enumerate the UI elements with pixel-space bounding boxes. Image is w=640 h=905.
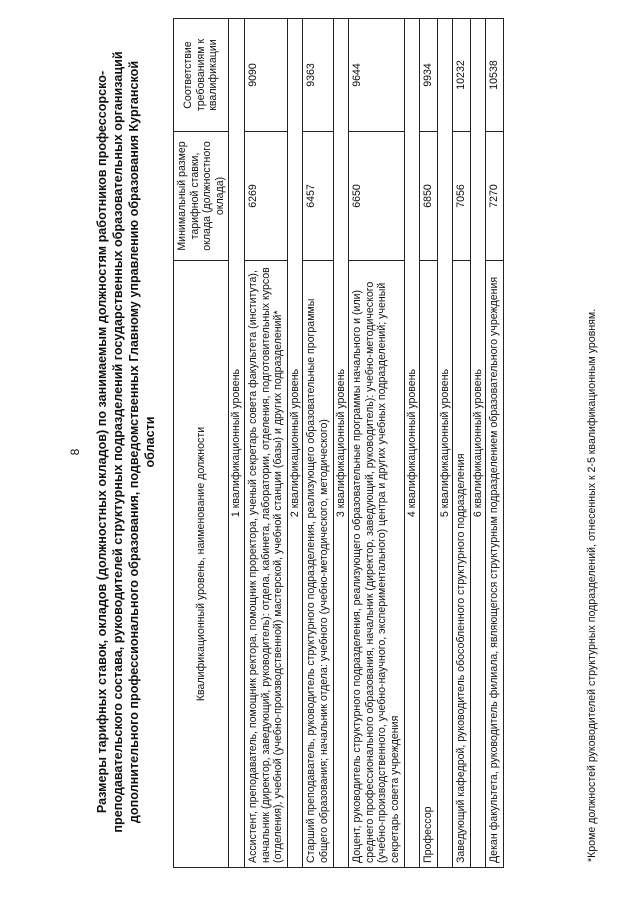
table-row	[453, 19, 471, 868]
position-cell: Профессор	[420, 261, 438, 868]
level-row-6	[470, 19, 486, 868]
table-row	[244, 19, 287, 868]
table-row	[303, 19, 333, 868]
qualification-cell: 9090	[244, 19, 287, 132]
salary-table	[173, 18, 504, 868]
min-salary-cell: 7056	[453, 132, 471, 261]
position-cell: Заведующий кафедрой, руководитель обособленного структурного подразделения	[453, 261, 471, 868]
level-row-2	[287, 19, 303, 868]
table-row	[349, 19, 404, 868]
position-cell: Ассистент, преподаватель, помощник ректора, помощник проректора, ученый секретарь совета факультета (института), начальник (директор, заведующий, руководитель): отдела, кабинета, лаборатории, отделения, подготовительных курсов (отделения), учебной (учебно-производственной) мастерской, учебной станции (базы) и других подразделений*	[244, 261, 287, 868]
position-cell: Старший преподаватель, руководитель структурного подразделения, реализующего образовательные программы общего образования; начальник отдела: учебного (учебно-методического, методического)	[303, 261, 333, 868]
rotated-content	[0, 2, 640, 902]
level-row-4	[404, 19, 420, 868]
level-label: 2 квалификационный уровень	[287, 19, 303, 868]
level-row-1	[229, 19, 245, 868]
level-label: 6 квалификационный уровень	[470, 19, 486, 868]
document-title: Размеры тарифных ставок, окладов (должностных окладов) по занимаемым должностям работников профессорско-преподавательского состава, руководителей структурных подразделений государственных образовательных организаций дополнительного профессионального образования, подведомственных Главному управлению образования Курганской области	[95, 51, 157, 833]
min-salary-cell: 6650	[349, 132, 404, 261]
level-label: 3 квалификационный уровень	[333, 19, 349, 868]
position-cell: Доцент, руководитель структурного подразделения, реализующего образовательные программы начального и (или) среднего профессионального образования, начальник (директор, заведующий, руководитель): учебно-методического (учебно-производственного, учебно-научного, экспериментального) центра и других учебных подразделений; ученый секретарь совета учреждения	[349, 261, 404, 868]
qualification-cell: 10538	[486, 19, 504, 132]
min-salary-cell: 7270	[486, 132, 504, 261]
level-label: 1 квалификационный уровень	[229, 19, 245, 868]
position-cell: Декан факультета, руководитель филиала, являющегося структурным подразделением образовательного учреждения	[486, 261, 504, 868]
header-qualification: Соответствие требованиям к квалификации	[174, 19, 229, 132]
level-label: 4 квалификационный уровень	[404, 19, 420, 868]
table-header-row	[174, 19, 229, 868]
min-salary-cell: 6850	[420, 132, 438, 261]
table-row	[486, 19, 504, 868]
qualification-cell: 10232	[453, 19, 471, 132]
qualification-cell: 9644	[349, 19, 404, 132]
level-row-3	[333, 19, 349, 868]
table-row	[420, 19, 438, 868]
qualification-cell: 9934	[420, 19, 438, 132]
header-position: Квалификационный уровень, наименование должности	[174, 261, 229, 868]
level-label: 5 квалификационный уровень	[437, 19, 453, 868]
qualification-cell: 9363	[303, 19, 333, 132]
min-salary-cell: 6269	[244, 132, 287, 261]
min-salary-cell: 6457	[303, 132, 333, 261]
level-row-5	[437, 19, 453, 868]
page-number: 8	[68, 448, 82, 456]
header-min-salary: Минимальный размер тарифной ставки, оклада (должностного оклада)	[174, 132, 229, 261]
footnote: *Кроме должностей руководителей структурных подразделений, отнесенных к 2-5 квалификационным уровням.	[586, 308, 598, 862]
